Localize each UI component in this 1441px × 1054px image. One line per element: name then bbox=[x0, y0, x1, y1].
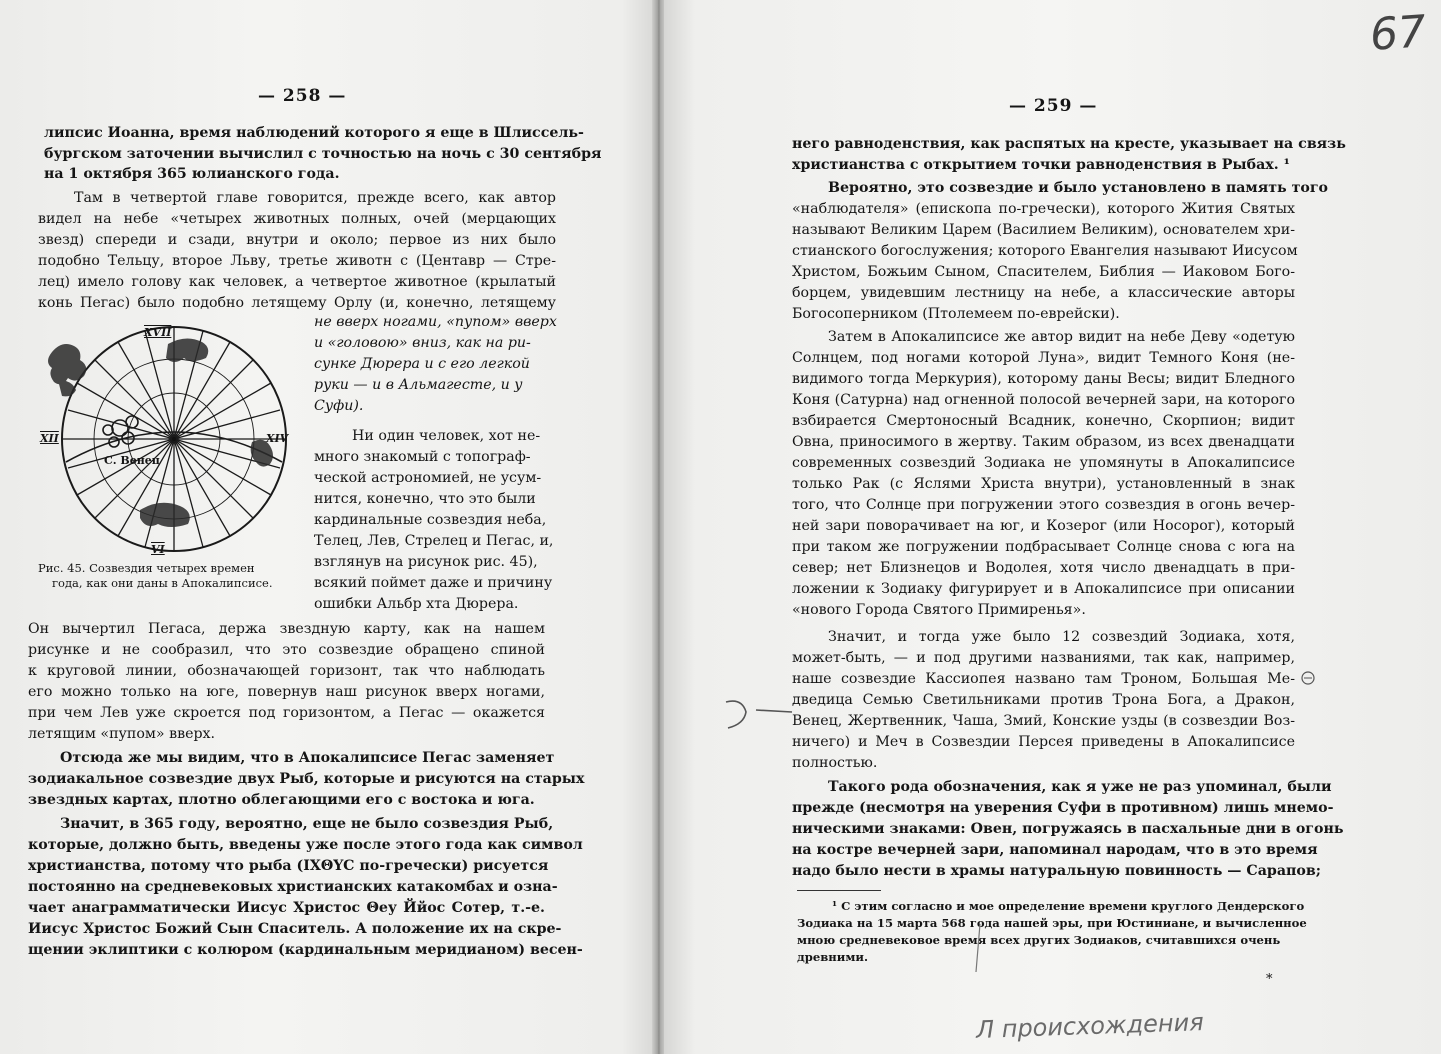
text-line: прежде (несмотря на уверения Суфи в противном) лишь мнемо- bbox=[792, 800, 1334, 816]
text-line: при таком же погружении подбрасывает Солнце снова с юга на bbox=[792, 539, 1295, 555]
text-line: Отсюда же мы видим, что в Апокалипсисе Пегас заменяет bbox=[60, 750, 555, 766]
text-line: видимого тогда Меркурия), которому даны Весы; видит Бледного bbox=[792, 371, 1295, 387]
page-number-259: — 259 — bbox=[1009, 96, 1098, 116]
figure-45-star-chart bbox=[38, 322, 308, 562]
text-line: того, что Солнце при погружении этого созвездия в огонь вечер- bbox=[792, 497, 1295, 513]
text-line: бургском заточении вычислил с точностью на ночь с 30 сентября bbox=[44, 146, 602, 162]
text-line: ложении к Зодиаку фигурирует и в Апокалипсисе при описании bbox=[792, 581, 1295, 597]
footnote-line: древними. bbox=[797, 950, 869, 964]
text-line: Овна, приносимого в жертву. Таким образом, из всех двенадцати bbox=[792, 434, 1295, 450]
page-number-258: — 258 — bbox=[258, 86, 347, 106]
label-xiv: XIV bbox=[266, 432, 289, 445]
text-line: «нового Города Святого Примиренья». bbox=[792, 602, 1086, 618]
right-page bbox=[664, 0, 1441, 1054]
text-line: чает анаграмматически Иисус Христос Θеу Ййос Сотер, т.-е. bbox=[28, 900, 545, 916]
text-line: на костре вечерней зари, напоминал народам, что в это время bbox=[792, 842, 1318, 858]
text-line: нится, конечно, что это были bbox=[314, 491, 536, 507]
text-line: сунке Дюрера и с его легкой bbox=[314, 356, 530, 372]
handwritten-note: Л происхождения bbox=[975, 1008, 1205, 1044]
text-line: «наблюдателя» (епископа по-гречески), которого Жития Святых bbox=[792, 201, 1295, 217]
text-line: зодиакальное созвездие двух Рыб, которые и рисуются на старых bbox=[28, 771, 585, 787]
text-line: Коня (Сатурна) над огненной полосой вечерней зари, на которого bbox=[792, 392, 1295, 408]
label-xvii: XVII bbox=[144, 326, 172, 339]
text-line: липсис Иоанна, время наблюдений которого я еще в Шлиссель- bbox=[44, 125, 584, 141]
text-line: называют Великим Царем (Василием Великим), основателем хри- bbox=[792, 222, 1295, 238]
text-line: к круговой линии, обозначающей горизонт, так что наблюдать bbox=[28, 663, 545, 679]
text-line: звездных картах, плотно облегающими его с востока и юга. bbox=[28, 792, 535, 808]
text-line: дведица Семью Светильниками против Трона Бога, а Дракон, bbox=[792, 692, 1295, 708]
text-line: Суфи). bbox=[314, 398, 364, 414]
text-line: него равноденствия, как распятых на кресте, указывает на связь bbox=[792, 136, 1346, 152]
text-line: и «головою» вниз, как на ри- bbox=[314, 335, 531, 351]
text-line: Христом, Божьим Сыном, Спасителем, Библия — Иаковом Бого- bbox=[792, 264, 1295, 280]
text-line: летящим «пупом» вверх. bbox=[28, 726, 216, 742]
label-vi: VI bbox=[151, 543, 165, 556]
pencil-bracket-mark bbox=[720, 690, 800, 740]
text-line: Затем в Апокалипсисе же автор видит на небе Деву «одетую bbox=[828, 329, 1295, 345]
text-line: на 1 октября 365 юлианского года. bbox=[44, 166, 340, 182]
text-line: христианства с открытием точки равноденствия в Рыбах. ¹ bbox=[792, 157, 1290, 173]
text-line: звезд) спереди и сзади, внутри и около; первое из них было bbox=[38, 232, 556, 248]
text-line: Значит, в 365 году, вероятно, еще не было созвездия Рыб, bbox=[60, 816, 554, 832]
text-line: может-быть, — и под другими названиями, так как, например, bbox=[792, 650, 1295, 666]
text-line: надо было нести в храмы натуральную повинность — Сарапов; bbox=[792, 863, 1321, 879]
text-line: Он вычертил Пегаса, держа звездную карту, как на нашем bbox=[28, 621, 545, 637]
figure-caption-line: Рис. 45. Созвездия четырех времен bbox=[38, 561, 255, 575]
text-line: рисунке и не сообразил, что это созвездие обращено спиной bbox=[28, 642, 545, 658]
text-line: кардинальные созвездия неба, bbox=[314, 512, 547, 528]
handwritten-page-number: 67 bbox=[1368, 6, 1428, 61]
pencil-circle-mark bbox=[1298, 668, 1318, 688]
text-line: только Рак (с Яслями Христа внутри), установленный в знак bbox=[792, 476, 1295, 492]
text-line: ошибки Альбр хта Дюрера. bbox=[314, 596, 519, 612]
text-line: Такого рода обозначения, как я уже не раз упоминал, были bbox=[828, 779, 1332, 795]
text-line: Значит, и тогда уже было 12 созвездий Зодиака, хотя, bbox=[828, 629, 1295, 645]
text-line: ническими знаками: Овен, погружаясь в пасхальные дни в огонь bbox=[792, 821, 1344, 837]
text-line: христианства, потому что рыба (IXΘYC по-гречески) рисуется bbox=[28, 858, 549, 874]
text-line: видел на небе «четырех животных полных, очей (мерцающих bbox=[38, 211, 556, 227]
text-line: не вверх ногами, «пупом» вверх bbox=[314, 314, 557, 330]
footnote-star: * bbox=[1266, 972, 1273, 987]
text-line: ческой астрономией, не усум- bbox=[314, 470, 542, 486]
text-line: полностью. bbox=[792, 755, 878, 771]
text-line: борцем, увидевшим лестницу на небе, а классические авторы bbox=[792, 285, 1295, 301]
text-line: лец) имело голову как человек, а четвертое животное (крылатый bbox=[38, 274, 556, 290]
text-line: Солнцем, под ногами которой Луна», видит Темного Коня (не- bbox=[792, 350, 1295, 366]
text-line: которые, должно быть, введены уже после этого года как символ bbox=[28, 837, 583, 853]
text-line: конь Пегас) было подобно летящему Орлу (и, конечно, летящему bbox=[38, 295, 556, 311]
figure-caption-line: года, как они даны в Апокалипсисе. bbox=[52, 576, 273, 590]
text-line: современных созвездий Зодиака не упомянуты в Апокалипсисе bbox=[792, 455, 1295, 471]
text-line: много знакомый с топограф- bbox=[314, 449, 531, 465]
text-line: Венец, Жертвенник, Чаша, Змий, Конские узды (в созвездии Воз- bbox=[792, 713, 1295, 729]
footnote-line: Зодиака на 15 марта 568 года нашей эры, при Юстиниане, и вычисленное bbox=[797, 916, 1307, 930]
text-line: его можно только на юге, повернув наш рисунок вверх ногами, bbox=[28, 684, 545, 700]
text-line: Телец, Лев, Стрелец и Пегас, и, bbox=[314, 533, 554, 549]
pencil-stroke-mark bbox=[966, 920, 996, 980]
footnote-rule bbox=[797, 890, 881, 891]
text-line: постоянно на средневековых христианских катакомбах и озна- bbox=[28, 879, 558, 895]
text-line: взглянув на рисунок рис. 45), bbox=[314, 554, 538, 570]
text-line: стианского богослужения; которого Евангелия называют Иисусом bbox=[792, 243, 1298, 259]
text-line: Иисус Христос Божий Сын Спаситель. А положение их на скре- bbox=[28, 921, 562, 937]
text-line: руки — и в Альмагесте, и у bbox=[314, 377, 523, 393]
label-corona: С. Венец bbox=[104, 454, 160, 467]
text-line: всякий поймет даже и причину bbox=[314, 575, 553, 591]
footnote-line: ¹ С этим согласно и мое определение времени круглого Дендерского bbox=[832, 899, 1305, 913]
text-line: при чем Лев уже скроется под горизонтом, а Пегас — окажется bbox=[28, 705, 545, 721]
left-page bbox=[0, 0, 655, 1054]
text-line: Ни один человек, хот не- bbox=[352, 428, 541, 444]
label-xii: XII bbox=[40, 432, 59, 445]
text-line: Там в четвертой главе говорится, прежде всего, как автор bbox=[74, 190, 556, 206]
footnote-line: мною средневековое время всех других Зодиаков, считавшихся очень bbox=[797, 933, 1281, 947]
text-line: взбирается Смертоносный Всадник, конечно, Скорпион; видит bbox=[792, 413, 1295, 429]
text-line: Богосоперником (Птолемеем по-еврейски). bbox=[792, 306, 1120, 322]
text-line: подобно Тельцу, второе Льву, третье животн с (Центавр — Стре- bbox=[38, 253, 556, 269]
text-line: ней зари поворачивает на юг, и Козерог (или Носорог), который bbox=[792, 518, 1295, 534]
text-line: ничего) и Меч в Созвездии Персея приведены в Апокалипсисе bbox=[792, 734, 1295, 750]
text-line: Вероятно, это созвездие и было установлено в память того bbox=[828, 180, 1328, 196]
text-line: наше созвездие Кассиопея названо там Троном, Большая Ме- bbox=[792, 671, 1295, 687]
text-line: щении эклиптики с колюром (кардинальным меридианом) весен- bbox=[28, 942, 583, 958]
text-line: север; нет Близнецов и Водолея, хотя число двенадцать в при- bbox=[792, 560, 1295, 576]
